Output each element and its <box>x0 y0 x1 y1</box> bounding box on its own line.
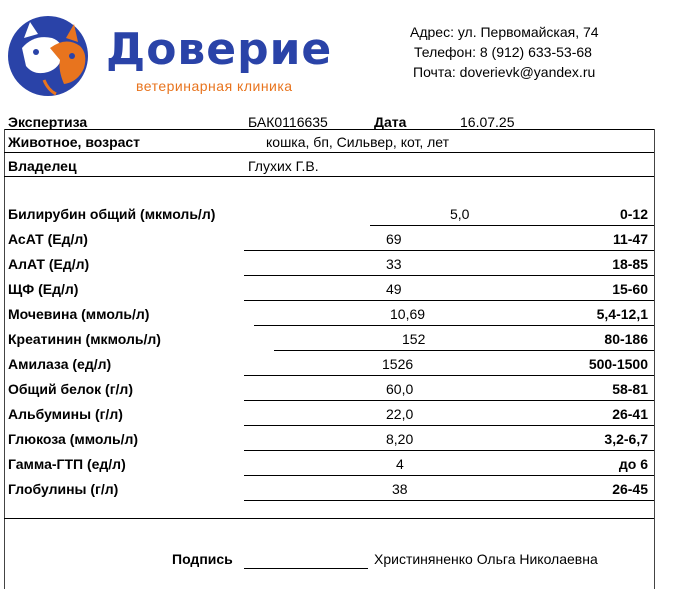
exam-label: Экспертиза <box>8 114 88 130</box>
result-row-ggt <box>4 454 654 476</box>
test-reference: 26-45 <box>612 481 648 497</box>
test-value: 5,0 <box>450 206 470 222</box>
divider <box>4 176 654 177</box>
signature-label: Подпись <box>172 551 233 567</box>
clinic-logo <box>4 8 384 98</box>
address-text: Адрес: ул. Первомайская, 74 <box>410 24 599 40</box>
contact-block <box>410 22 599 82</box>
email-text: Почта: doverievk@yandex.ru <box>413 64 596 80</box>
date-label: Дата <box>374 114 407 130</box>
row-underline <box>244 400 654 401</box>
test-value: 49 <box>386 281 402 297</box>
row-underline <box>244 375 654 376</box>
clinic-subtitle: ветеринарная клиника <box>136 78 293 94</box>
result-row-albumin <box>4 404 654 426</box>
test-name: АлАТ (Ед/л) <box>8 256 90 272</box>
row-underline <box>244 500 654 501</box>
result-row-urea <box>4 304 654 326</box>
phone-text: Телефон: 8 (912) 633-53-68 <box>414 44 592 60</box>
owner-value: Глухих Г.В. <box>248 158 319 174</box>
results-bottom-border <box>4 518 654 519</box>
row-underline <box>370 225 654 226</box>
animal-label: Животное, возраст <box>8 134 141 150</box>
test-value: 22,0 <box>386 406 414 422</box>
test-value: 10,69 <box>390 306 426 322</box>
signer-name: Христиняненко Ольга Николаевна <box>374 551 598 567</box>
result-row-creatinine <box>4 329 654 351</box>
result-row-amylase <box>4 354 654 376</box>
test-name: Альбумины (г/л) <box>8 406 123 422</box>
row-underline <box>244 475 654 476</box>
row-underline <box>274 350 654 351</box>
clinic-name: Доверие <box>106 24 333 75</box>
test-value: 38 <box>392 481 408 497</box>
row-underline <box>244 450 654 451</box>
test-reference: 58-81 <box>612 381 648 397</box>
owner-label: Владелец <box>8 158 77 174</box>
test-name: ЩФ (Ед/л) <box>8 281 79 297</box>
cat-dog-logo-icon <box>4 8 104 98</box>
test-name: Амилаза (ед/л) <box>8 356 112 372</box>
result-row-glucose <box>4 429 654 451</box>
test-name: Гамма-ГТП (ед/л) <box>8 456 126 472</box>
test-name: Глобулины (г/л) <box>8 481 119 497</box>
test-name: АсАТ (Ед/л) <box>8 231 88 247</box>
row-underline <box>244 300 654 301</box>
result-row-bilirubin <box>4 204 654 226</box>
animal-value: кошка, бп, Сильвер, кот, лет <box>266 134 450 150</box>
test-name: Общий белок (г/л) <box>8 381 133 397</box>
result-row-ast <box>4 229 654 251</box>
test-reference: 3,2-6,7 <box>604 431 648 447</box>
test-name: Мочевина (ммоль/л) <box>8 306 150 322</box>
frame-top-border <box>4 129 654 130</box>
date-value: 16.07.25 <box>460 114 515 130</box>
test-value: 152 <box>402 331 426 347</box>
test-reference: 500-1500 <box>588 356 648 372</box>
test-reference: 5,4-12,1 <box>596 306 648 322</box>
test-value: 33 <box>386 256 402 272</box>
row-underline <box>244 250 654 251</box>
test-reference: до 6 <box>618 456 648 472</box>
test-value: 8,20 <box>386 431 414 447</box>
test-reference: 0-12 <box>619 206 648 222</box>
test-reference: 18-85 <box>612 256 648 272</box>
result-row-globulins <box>4 479 654 501</box>
test-value: 69 <box>386 231 402 247</box>
frame-right-border <box>654 129 655 589</box>
test-reference: 11-47 <box>612 231 648 247</box>
test-reference: 15-60 <box>612 281 648 297</box>
row-underline <box>244 275 654 276</box>
row-underline <box>244 425 654 426</box>
test-value: 1526 <box>382 356 414 372</box>
result-row-total-protein <box>4 379 654 401</box>
test-reference: 80-186 <box>604 331 648 347</box>
divider <box>4 152 654 153</box>
test-value: 4 <box>396 456 404 472</box>
test-name: Глюкоза (ммоль/л) <box>8 431 139 447</box>
exam-number: БАК0116635 <box>248 114 328 130</box>
row-underline <box>254 325 654 326</box>
test-name: Креатинин (мкмоль/л) <box>8 331 161 347</box>
test-name: Билирубин общий (мкмоль/л) <box>8 206 216 222</box>
signature-line <box>244 568 368 569</box>
test-reference: 26-41 <box>612 406 648 422</box>
result-row-alt <box>4 254 654 276</box>
test-value: 60,0 <box>386 381 414 397</box>
result-row-alp <box>4 279 654 301</box>
